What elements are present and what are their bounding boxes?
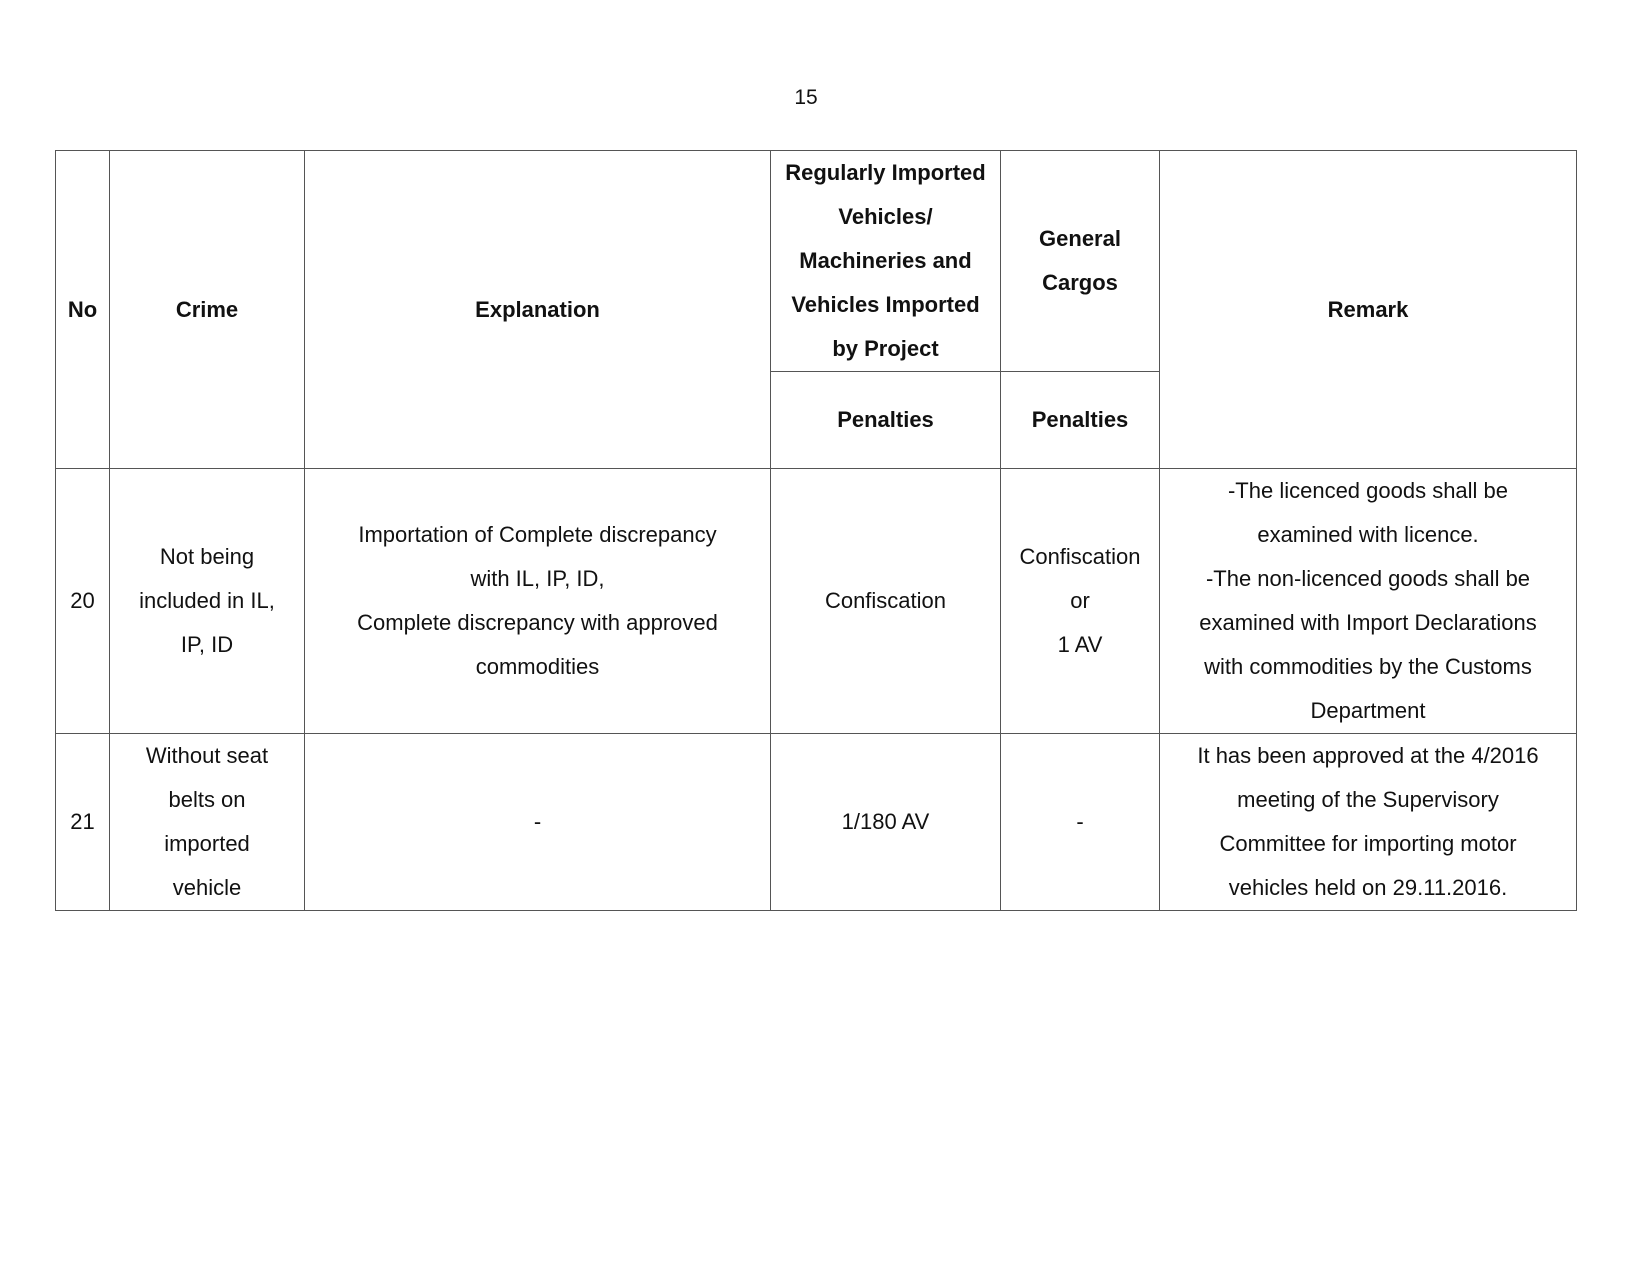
header-no: No — [56, 151, 110, 469]
cell-no: 20 — [56, 469, 110, 734]
header-remark: Remark — [1160, 151, 1577, 469]
cell-crime: Not being included in IL, IP, ID — [110, 469, 305, 734]
header-penalties-regular: Penalties — [771, 372, 1001, 469]
cell-regular-penalty: 1/180 AV — [771, 734, 1001, 911]
penalty-table — [55, 150, 1577, 911]
table-row — [56, 469, 1577, 734]
cell-remark: -The licenced goods shall be examined with licence. -The non-licenced goods shall be examined with Import Declarations with commodities by the Customs Department — [1160, 469, 1577, 734]
table-row — [56, 734, 1577, 911]
cell-crime: Without seat belts on imported vehicle — [110, 734, 305, 911]
cell-no: 21 — [56, 734, 110, 911]
header-penalties-general: Penalties — [1001, 372, 1160, 469]
cell-general-penalty: Confiscation or 1 AV — [1001, 469, 1160, 734]
header-crime: Crime — [110, 151, 305, 469]
header-explanation: Explanation — [305, 151, 771, 469]
cell-regular-penalty: Confiscation — [771, 469, 1001, 734]
cell-explanation: Importation of Complete discrepancy with IL, IP, ID, Complete discrepancy with approved commodities — [305, 469, 771, 734]
cell-explanation: - — [305, 734, 771, 911]
header-general-cargos: General Cargos — [1001, 151, 1160, 372]
cell-general-penalty: - — [1001, 734, 1160, 911]
header-regularly-imported: Regularly Imported Vehicles/ Machineries and Vehicles Imported by Project — [771, 151, 1001, 372]
header-row — [56, 151, 1577, 372]
cell-remark: It has been approved at the 4/2016 meeting of the Supervisory Committee for importing motor vehicles held on 29.11.2016. — [1160, 734, 1577, 911]
page-number: 15 — [794, 86, 818, 109]
